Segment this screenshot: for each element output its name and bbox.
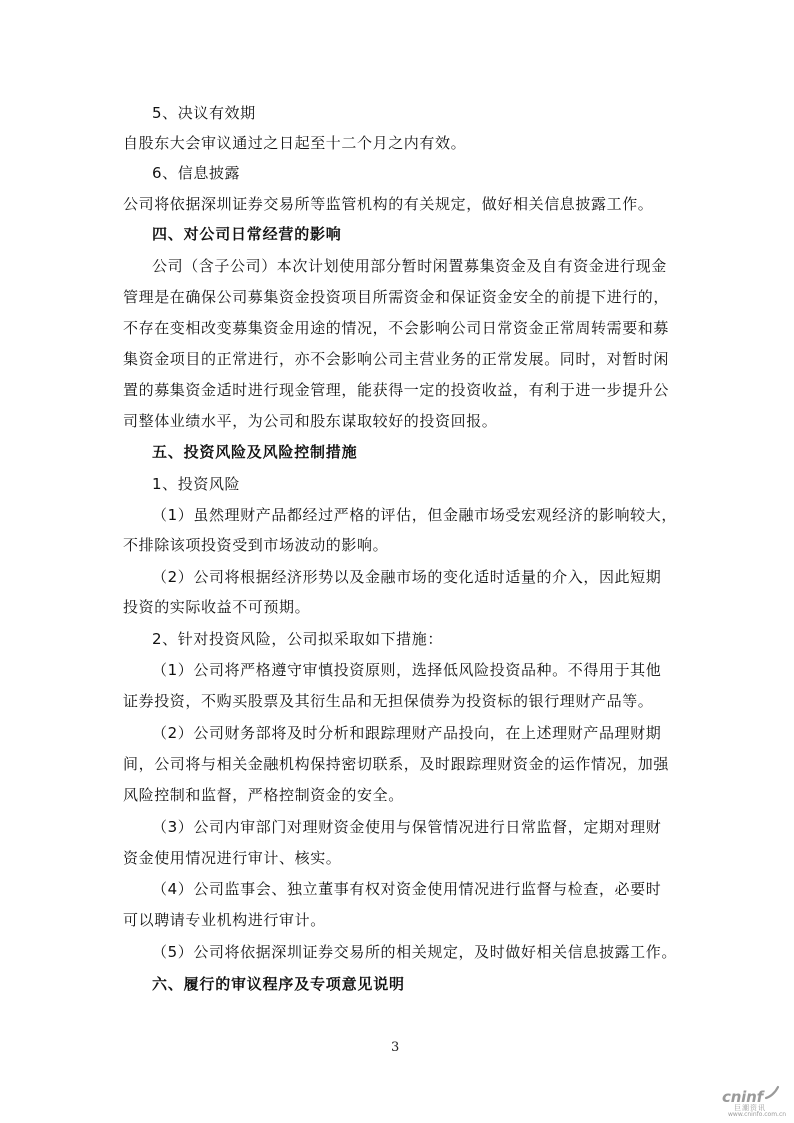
- watermark-url: www.cninfo.com.cn: [728, 1111, 787, 1118]
- paragraph-line: 不存在变相改变募集资金用途的情况，不会影响公司日常资金正常周转需要和募: [123, 319, 670, 337]
- paragraph-line: 司整体业绩水平，为公司和股东谋取较好的投资回报。: [123, 412, 498, 430]
- item-5-title: 5、决议有效期: [152, 104, 256, 122]
- paragraph-line: 公司将依据深圳证券交易所等监管机构的有关规定，做好相关信息披露工作。: [123, 195, 654, 213]
- section-heading-6: 六、履行的审议程序及专项意见说明: [152, 975, 405, 993]
- paragraph-line: 管理是在确保公司募集资金投资项目所需资金和保证资金安全的前提下进行的，: [123, 288, 670, 306]
- item-1-title: 1、投资风险: [152, 475, 241, 493]
- paragraph-line: 自股东大会审议通过之日起至十二个月之内有效。: [123, 134, 467, 152]
- paragraph-line: （1）虽然理财产品都经过严格的评估，但金融市场受宏观经济的影响较大，: [152, 506, 677, 524]
- paragraph-line: 公司（含子公司）本次计划使用部分暂时闲置募集资金及自有资金进行现金: [152, 257, 667, 275]
- paragraph-line: （1）公司将严格遵守审慎投资原则，选择低风险投资品种。不得用于其他: [152, 661, 662, 679]
- swoosh-icon: [764, 1085, 780, 1101]
- watermark-subtitle: 巨潮资讯: [734, 1104, 766, 1112]
- paragraph-line: 证券投资，不购买股票及其衍生品和无担保债券为投资标的银行理财产品等。: [123, 692, 654, 710]
- paragraph-line: 资金使用情况进行审计、核实。: [123, 849, 342, 867]
- paragraph-line: 间，公司将与相关金融机构保持密切联系，及时跟踪理财资金的运作情况，加强: [123, 755, 670, 773]
- paragraph-line: 置的募集资金适时进行现金管理，能获得一定的投资收益，有利于进一步提升公: [123, 381, 670, 399]
- cninfo-watermark: [700, 1085, 792, 1119]
- paragraph-line: （2）公司将根据经济形势以及金融市场的变化适时适量的介入，因此短期: [152, 568, 662, 586]
- paragraph-line: 可以聘请专业机构进行审计。: [123, 911, 326, 929]
- paragraph-line: 投资的实际收益不可预期。: [123, 598, 311, 616]
- paragraph-line: （2）公司财务部将及时分析和跟踪理财产品投向，在上述理财产品理财期: [152, 724, 662, 742]
- paragraph-line: 不排除该项投资受到市场波动的影响。: [123, 536, 389, 554]
- paragraph-line: 集资金项目的正常进行，亦不会影响公司主营业务的正常发展。同时，对暂时闲: [123, 350, 670, 368]
- watermark-logo-text: cninf: [722, 1088, 763, 1106]
- paragraph-line: （4）公司监事会、独立董事有权对资金使用情况进行监督与检查，必要时: [152, 880, 662, 898]
- item-2-title: 2、针对投资风险，公司拟采取如下措施：: [152, 630, 443, 648]
- paragraph-line: （3）公司内审部门对理财资金使用与保管情况进行日常监督，定期对理财: [152, 818, 662, 836]
- item-6-title: 6、信息披露: [152, 164, 241, 182]
- paragraph-line: 风险控制和监督，严格控制资金的安全。: [123, 786, 404, 804]
- section-heading-4: 四、对公司日常经营的影响: [152, 225, 342, 243]
- page-number: 3: [391, 1040, 400, 1055]
- paragraph-line: （5）公司将依据深圳证券交易所的相关规定，及时做好相关信息披露工作。: [152, 943, 677, 961]
- section-heading-5: 五、投资风险及风险控制措施: [152, 443, 358, 461]
